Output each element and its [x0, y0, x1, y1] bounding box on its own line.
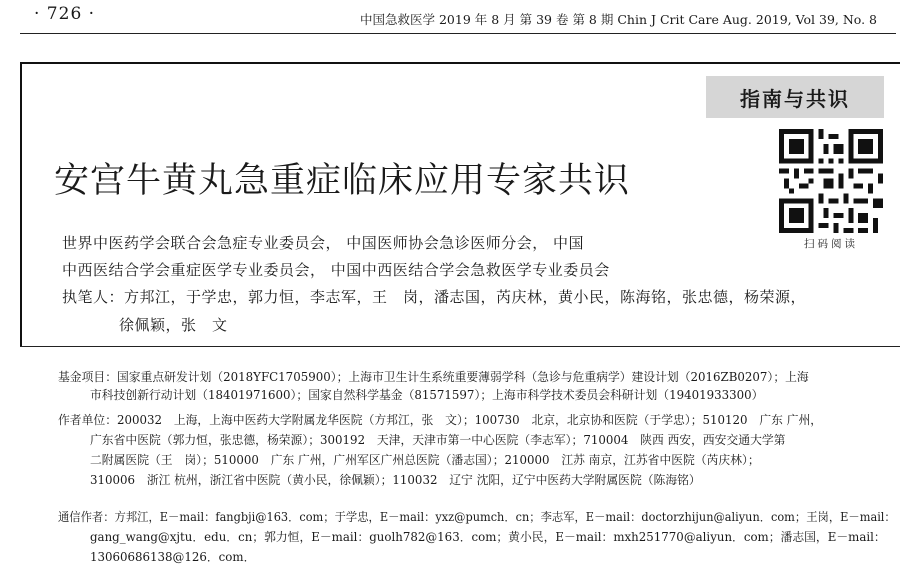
affiliation-line: 广东省中医院（郭力恒，张忠德，杨荣源）；300192 天津，天津市第一中心医院（李志军）；710004 陕西 西安，西安交通大学第: [90, 433, 786, 447]
page-number: · 726 ·: [34, 4, 96, 24]
frame-bottom-border: [20, 346, 900, 347]
organizations-line: 世界中医药学会联合会急症专业委员会， 中国医师协会急诊医师分会， 中国: [62, 234, 585, 252]
correspondence-line: 通信作者：方邦江，E－mail：fangbji@163．com；于学忠，E－mail：yxz@pumch．cn；李志军，E－mail：doctorzhijun@aliyun．com；王岗，E－mail：: [58, 510, 896, 524]
journal-header: 中国急救医学 2019 年 8 月 第 39 卷 第 8 期 Chin J Crit Care Aug. 2019, Vol 39, No. 8: [360, 12, 878, 27]
writers-line: 执笔人：方邦江，于学忠，郭力恒，李志军，王 岗，潘志国，芮庆林，黄小民，陈海铭，张忠德，杨荣源，: [62, 288, 807, 306]
frame-left-border: [20, 62, 22, 347]
qr-code-icon[interactable]: [779, 129, 883, 233]
writers-line: 徐佩颖，张 文: [119, 316, 228, 334]
correspondence-line: 13060686138@126．com．: [90, 550, 256, 564]
organizations-line: 中西医结合学会重症医学专业委员会， 中国中西医结合学会急救医学专业委员会: [62, 261, 610, 279]
header-rule: [20, 33, 896, 34]
section-badge: [706, 76, 884, 118]
affiliation-line: 作者单位：200032 上海，上海中医药大学附属龙华医院（方邦江，张 文）；100730 北京，北京协和医院（于学忠）；510120 广东 广州，: [58, 413, 823, 427]
correspondence-line: gang_wang@xjtu．edu．cn；郭力恒，E－mail：guolh782@163．com；黄小民，E－mail：mxh251770@aliyun．com；潘志国，E－mail：: [90, 530, 886, 544]
affiliation-line: 二附属医院（王 岗）；510000 广东 广州，广州军区广州总医院（潘志国）；210000 江苏 南京，江苏省中医院（芮庆林）；: [90, 453, 760, 467]
article-title: 安宫牛黄丸急重症临床应用专家共识: [54, 161, 631, 201]
affiliation-line: 310006 浙江 杭州，浙江省中医院（黄小民，徐佩颖）；110032 辽宁 沈阳，辽宁中医药大学附属医院（陈海铭）: [90, 473, 701, 487]
frame-top-border: [20, 62, 900, 64]
section-badge-label: 指南与共识: [740, 86, 850, 111]
qr-caption: 扫码阅读: [804, 238, 858, 250]
funding-line: 市科技创新行动计划（18401971600）；国家自然科学基金（81571597）；上海市科学技术委员会科研计划（19401933300）: [90, 388, 764, 402]
funding-line: 基金项目：国家重点研发计划（2018YFC1705900）；上海市卫生计生系统重要薄弱学科（急诊与危重病学）建设计划（2016ZB0207）；上海: [58, 370, 809, 384]
